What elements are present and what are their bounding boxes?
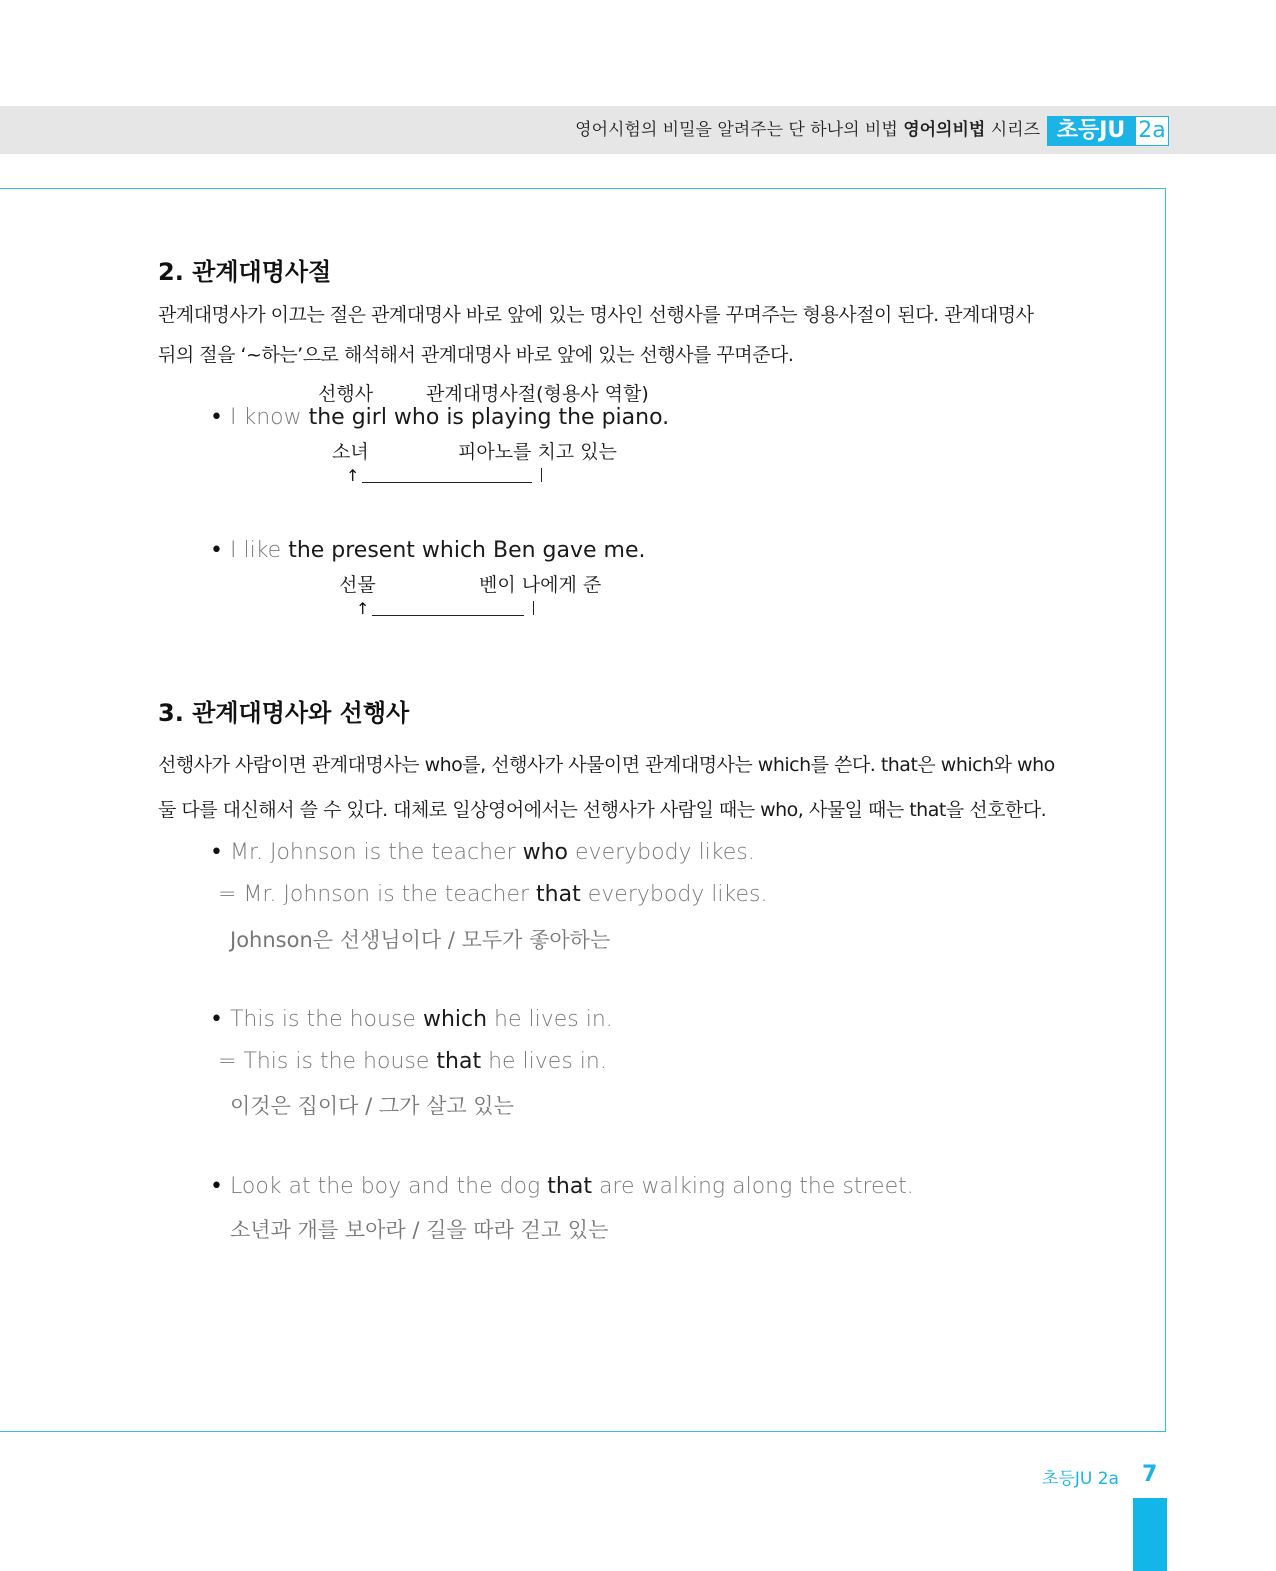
page-number: 7 [1142,1462,1158,1487]
connector-line [362,468,532,483]
sentence-part: Look at the boy and the dog [229,1174,541,1199]
connector-line [372,601,524,616]
example-2-2-sentence [210,538,646,563]
relative-pronoun: that [536,882,581,907]
example-3-2-line-1 [210,1007,613,1032]
bullet: • [210,1174,223,1199]
label-relative-clause: 관계대명사절(형용사 역할) [426,383,649,405]
example-main: the present which Ben gave me. [288,538,646,563]
relative-pronoun: who [522,840,569,865]
series-bold: 영어의비법 [903,120,986,140]
relative-pronoun: that [436,1049,482,1074]
connector-end [533,601,534,615]
book-badge: 초등JU [1047,116,1135,146]
bullet: • [210,840,223,865]
gloss-playing-piano: 피아노를 치고 있는 [458,441,617,463]
relative-pronoun: which [422,1007,488,1032]
section-3-title: 3. 관계대명사와 선행사 [158,699,410,727]
series-prefix: 영어시험의 비밀을 알려주는 단 하나의 비법 [575,120,898,140]
bullet: • [210,1007,223,1032]
footer-book-label: 초등JU 2a [1042,1469,1119,1489]
sentence-part: Mr. Johnson is the teacher [229,840,516,865]
example-prefix: I like [229,538,282,563]
example-3-1-line-1 [210,840,755,865]
sentence-part: he lives in. [488,1049,607,1074]
gloss-ben-gave: 벤이 나에게 준 [479,574,602,596]
bullet: • [210,405,223,430]
up-arrow-icon: ↑ [356,599,370,618]
page-tab [1133,1498,1167,1571]
example-3-2-gloss: 이것은 집이다 / 그가 살고 있는 [230,1094,514,1118]
example-prefix: I know [229,405,302,430]
example-3-2-line-2 [218,1049,607,1074]
section-2-paragraph-line-1: 관계대명사가 이끄는 절은 관계대명사 바로 앞에 있는 명사인 선행사를 꾸며주는 형용사절이 된다. 관계대명사 [158,304,1034,326]
gloss-girl: 소녀 [332,441,369,463]
relative-pronoun: that [547,1174,592,1199]
sentence-part: = This is the house [218,1049,430,1074]
gloss-present: 선물 [339,574,376,596]
section-2-paragraph-line-2: 뒤의 절을 ‘~하는’으로 해석해서 관계대명사 바로 앞에 있는 선행사를 꾸며준다. [158,344,794,366]
connector-end [541,468,542,482]
example-3-1-line-2 [218,882,767,907]
example-main: the girl who is playing the piano. [308,405,670,430]
example-3-3-line-1 [210,1174,914,1199]
sentence-part: everybody likes. [587,882,768,907]
section-3-paragraph-line-1: 선행사가 사람이면 관계대명사는 who를, 선행사가 사물이면 관계대명사는 which를 쓴다. that은 which와 who [158,754,1055,776]
sentence-part: are walking along the street. [598,1174,914,1199]
section-2-title: 2. 관계대명사절 [158,258,332,286]
label-antecedent: 선행사 [318,383,374,405]
level-badge: 2a [1135,116,1169,146]
sentence-part: This is the house [229,1007,416,1032]
up-arrow-icon: ↑ [346,466,360,485]
example-3-3-gloss: 소년과 개를 보아라 / 길을 따라 걷고 있는 [230,1218,609,1242]
series-title [575,116,1040,144]
example-3-1-gloss: Johnson은 선생님이다 / 모두가 좋아하는 [230,928,611,952]
sentence-part: everybody likes. [575,840,755,865]
example-2-1-sentence [210,405,669,430]
sentence-part: = Mr. Johnson is the teacher [218,882,530,907]
series-suffix: 시리즈 [990,120,1040,140]
section-3-paragraph-line-2: 둘 다를 대신해서 쓸 수 있다. 대체로 일상영어에서는 선행사가 사람일 때는 who, 사물일 때는 that을 선호한다. [158,799,1047,821]
bullet: • [210,538,223,563]
sentence-part: he lives in. [494,1007,613,1032]
